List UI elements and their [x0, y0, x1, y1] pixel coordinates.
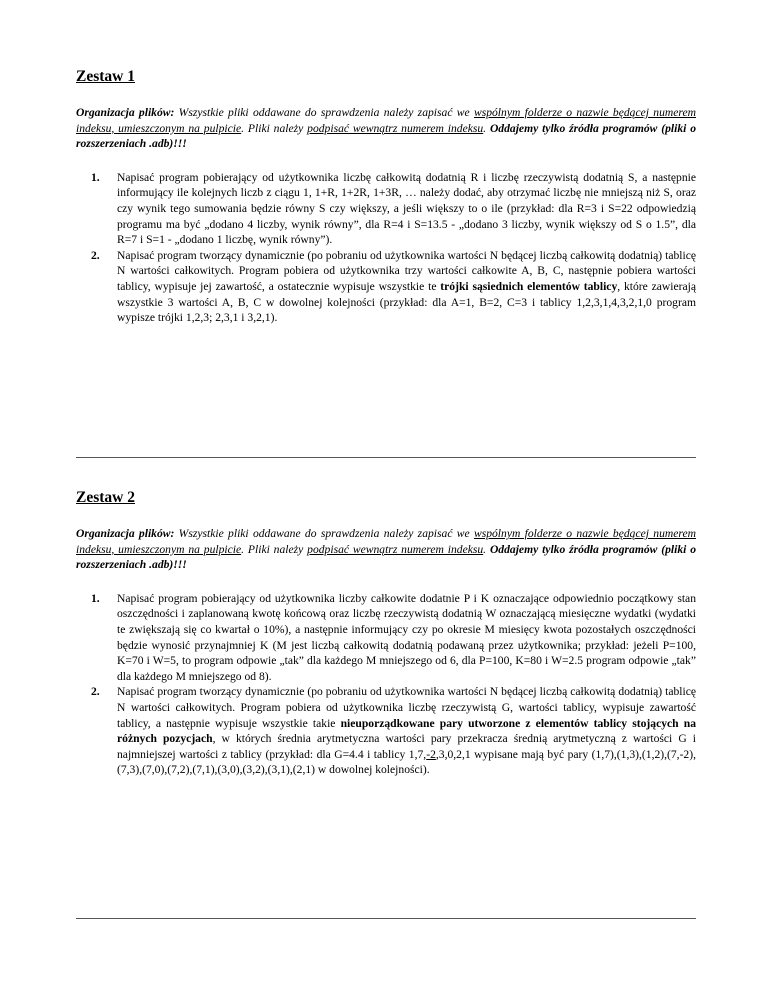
task-text: Napisać program tworzący dynamicznie (po pobraniu od użytkownika wartości N będącej liczbą całkowitą dodatnią) tablicę N wartości całkowitych. Program pobiera od użytkownika liczbę rzeczywistą G, wartości tablicy, wypisuje zawartość tablicy, a następnie wypisuje wszystkie takie: [117, 685, 696, 730]
task-text: , w których średnia arytmetyczna wartości pary przekracza średnią arytmetyczną z wartości G i najmniejszej wartości z tablicy (przykład: dla G=4.4 i tablicy 1,7,: [117, 732, 696, 761]
file-organization-note: [76, 526, 696, 573]
task-item: [76, 170, 696, 248]
task-bold: nieuporządkowane pary utworzone z elementów tablicy stojących na różnych pozycjach: [117, 716, 696, 746]
task-number: 2.: [91, 248, 100, 262]
org-text: Wszystkie pliki oddawane do sprawdzenia należy zapisać we: [174, 106, 474, 119]
task-list: [76, 591, 696, 778]
org-label: Organizacja plików:: [76, 106, 175, 119]
org-underline: podpisać wewnątrz numerem indeksu: [307, 542, 484, 556]
org-underline: wspólnym folderze o nazwie będącej numerem indeksu, umieszczonym na pulpicie: [76, 106, 696, 135]
org-bold: Oddajemy tylko źródła programów (pliki o rozszerzeniach .adb)!!!: [76, 542, 697, 572]
task-text: Napisać program pobierający od użytkownika liczby całkowite dodatnie P i K oznaczające odpowiednio początkowy stan oszczędności i zaplanowaną kwotę końcową oraz liczbę rzeczywistą dodatnią W oznaczającą miesięczne wydatki (wydatki te zwiększają się co kwartał o 10%), a następnie informujący czy po okresie M miesięcy kwota pozostałych oszczędności będzie wynosić przynajmniej K (M jest liczbą całkowitą dodatnią podawaną przez użytkownika; przykład: jeżeli P=100, K=70 i W=5, to program odpowie „tak” dla każdego M mniejszego od 6, dla P=100, K=80 i W=2.5 program odpowie „tak” dla każdego M mniejszego od 8).: [117, 591, 696, 683]
set-1: [76, 67, 696, 326]
task-text: Napisać program tworzący dynamicznie (po pobraniu od użytkownika wartości N będącej liczbą całkowitą dodatnią) tablicę N wartości całkowitych. Program pobiera od użytkownika trzy wartości całkowite A, B, C, następnie pobiera wartości tablicy, wypisuje jej zawartość, a ostatecznie wypisuje wszystkie te: [117, 248, 696, 293]
org-text: Wszystkie pliki oddawane do sprawdzenia należy zapisać we: [174, 527, 474, 540]
file-organization-note: [76, 105, 696, 152]
task-item: [76, 684, 696, 778]
org-underline: wspólnym folderze o nazwie będącej numerem indeksu, umieszczonym na pulpicie: [76, 527, 696, 556]
task-item: [76, 248, 696, 326]
org-underline: podpisać wewnątrz numerem indeksu: [307, 121, 484, 135]
set-2: [76, 488, 696, 778]
org-text: .: [483, 542, 490, 556]
org-label: Organizacja plików:: [76, 527, 175, 540]
task-item: [76, 591, 696, 685]
section-divider: [76, 457, 696, 458]
set-title: Zestaw 1: [76, 68, 135, 85]
org-text: .: [483, 121, 490, 135]
task-number: 1.: [91, 170, 100, 184]
task-text: , które zawierają wszystkie 3 wartości A, B, C w dowolnej kolejności (przykład: dla A=1, B=2, C=3 i tablicy 1,2,3,1,4,3,2,1,0 program wypisze trójki 1,2,3; 2,3,1 i 3,2,1).: [117, 279, 696, 325]
section-divider: [76, 918, 696, 919]
set-title: Zestaw 2: [76, 489, 135, 506]
task-text: ,3,0,2,1 wypisane mają być pary (1,7),(1,3),(1,2),(7,-2),(7,3),(7,0),(7,2),(7,1),(3,0),(3,2),(3,1),(2,1) w dowolnej kolejności).: [117, 747, 696, 777]
task-number: 2.: [91, 685, 100, 699]
task-text: Napisać program pobierający od użytkownika liczbę całkowitą dodatnią R i liczbę rzeczywistą dodatnią S, a następnie informujący ile kolejnych liczb z ciągu 1, 1+R, 1+2R, 1+3R, … należy dodać, aby otrzymać liczbę nie mniejszą niż S, oraz czy wynik tego sumowania będzie równy S czy większy, a jeśli większy to o ile (przykład: dla R=3 i S=22 odpowiedzią programu ma być „dodano 4 liczby, wynik równy”, dla R=4 i S=13.5 - „dodano 3 liczby, wynik większy od S o 1.5”, dla R=7 i S=1 - „dodano 1 liczbę, wynik równy”).: [117, 170, 696, 247]
task-list: [76, 170, 696, 326]
task-underline: -2: [426, 747, 436, 761]
org-bold: Oddajemy tylko źródła programów (pliki o rozszerzeniach .adb)!!!: [76, 121, 697, 151]
task-bold: trójki sąsiednich elementów tablicy: [440, 279, 618, 293]
task-number: 1.: [91, 591, 100, 605]
org-text: . Pliki należy: [241, 121, 308, 135]
org-text: . Pliki należy: [241, 542, 308, 556]
